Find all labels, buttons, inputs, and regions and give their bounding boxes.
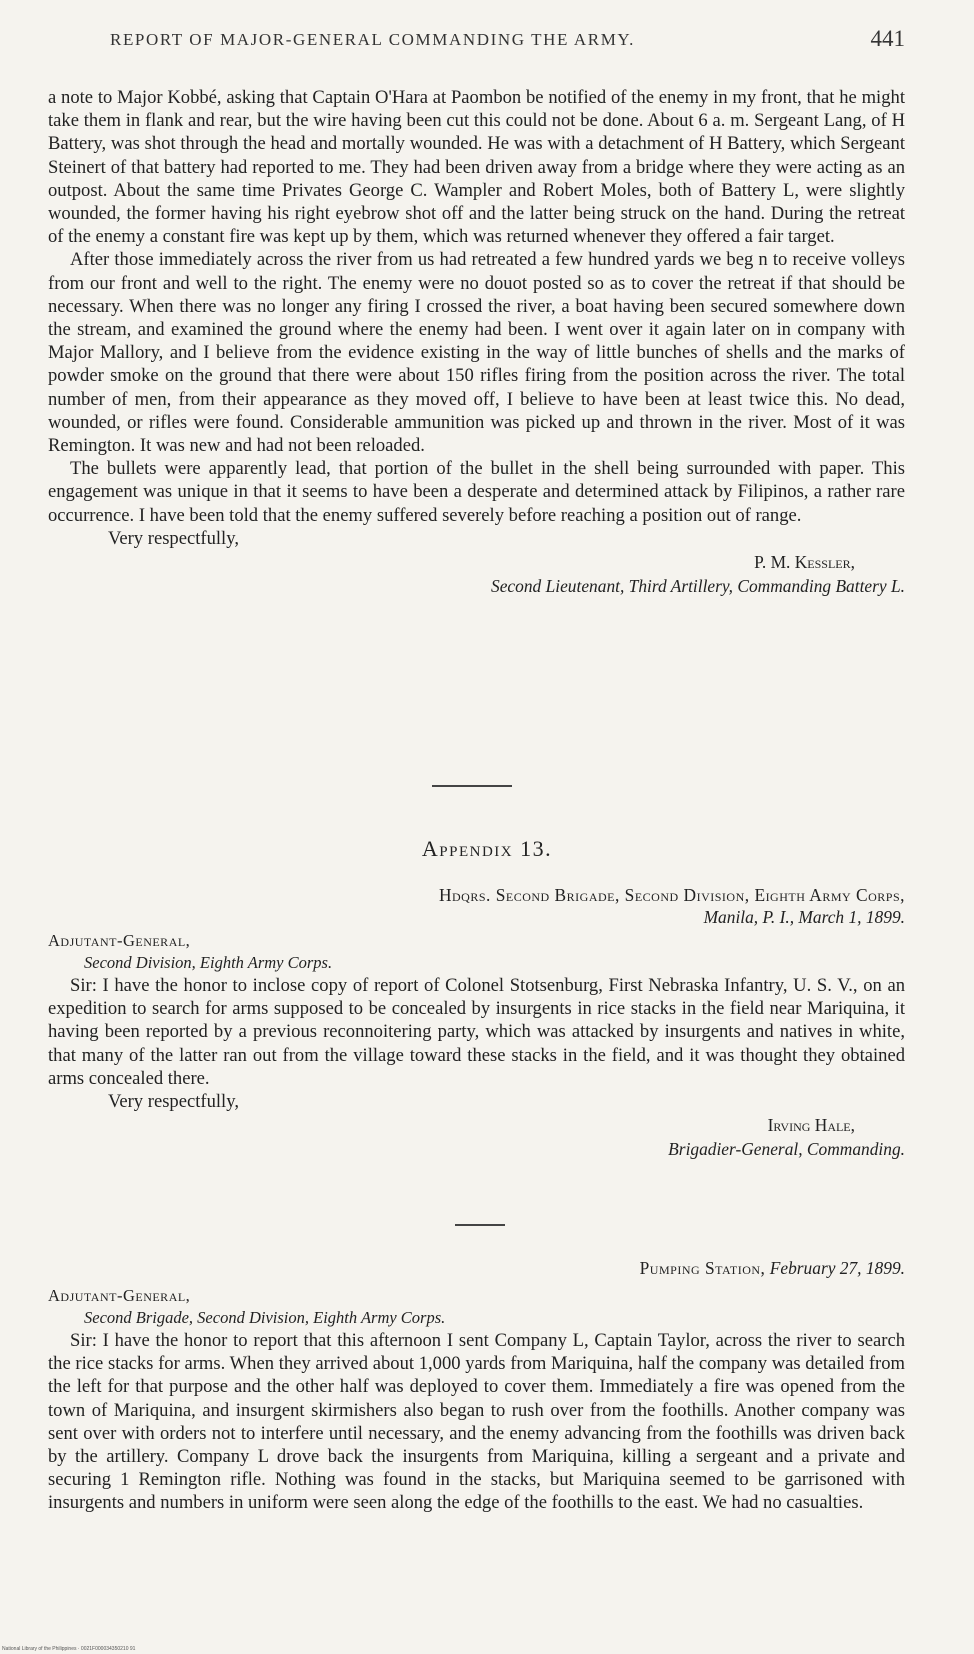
page-number: 441 [870, 26, 905, 51]
signature-block [48, 550, 905, 598]
headquarters-line: Hdqrs. Second Brigade, Second Division, Eighth Army Corps, [438, 885, 905, 905]
addressee-title: Adjutant-General, [48, 1286, 191, 1305]
addressee [48, 1285, 905, 1329]
letterhead [48, 884, 905, 928]
closing: Very respectfully, [108, 1091, 239, 1113]
addressee-unit: Second Division, Eighth Army Corps. [84, 953, 333, 972]
header-title: REPORT OF MAJOR-GENERAL COMMANDING THE ARMY. [110, 30, 635, 49]
running-header [110, 26, 905, 51]
addressee [48, 930, 905, 974]
paragraph: a note to Major Kobbé, asking that Captain O'Hara at Paombon be notified of the enemy in my front, that he might take them in flank and rear, but the wire having been cut this could not be done. About 6 a. m. Sergeant Lang, of H Battery, was shot through the head and mortally wounded. He was with a detachment of H Battery, which Sergeant Steinert of that battery had reported to me. They had been driven away from a bridge where they were acting as an outpost. About the same time Privates George C. Wampler and Robert Moles, both of Battery L, were slightly wounded, the former having his right eyebrow shot off and the latter being struck on the hand. During the retreat of the enemy a constant fire was kept up by them, which was returned whenever they offered a fair target. [48, 87, 905, 248]
library-footer: National Library of the Philippines · 0021F000034350210 91 [2, 1646, 136, 1652]
section-divider [432, 785, 512, 787]
signer-title: Brigadier-General, Commanding. [668, 1139, 905, 1160]
date: February 27, 1899. [769, 1258, 905, 1278]
signature-block [48, 1113, 905, 1161]
letter-stotsenburg [48, 1257, 905, 1515]
signer-title: Second Lieutenant, Third Artillery, Commanding Battery L. [491, 576, 905, 597]
signer-name: P. M. Kessler, [754, 552, 855, 573]
section-divider [455, 1224, 505, 1226]
place-date: Manila, P. I., March 1, 1899. [703, 907, 905, 927]
addressee-title: Adjutant-General, [48, 931, 191, 950]
paragraph: The bullets were apparently lead, that portion of the bullet in the shell being surrounded with paper. This engagement was unique in that it seems to have been a desperate and determined attack by Filipinos, a rather rare occurrence. I have been told that the enemy suffered severely before reaching a position out of range. [48, 458, 905, 526]
report-continuation [48, 86, 905, 598]
place: Pumping Station, [639, 1258, 766, 1278]
closing: Very respectfully, [108, 527, 239, 549]
appendix-heading: Appendix 13. [421, 836, 553, 861]
paragraph: Sir: I have the honor to inclose copy of report of Colonel Stotsenburg, First Nebraska Infantry, U. S. V., on an expedition to search for arms supposed to be concealed by insurgents in rice stacks in the field near Mariquina, it having been reported by a previous reconnoitering party, which was attacked by insurgents and natives in white, that many of the latter ran out from the village toward these stacks in the field, and it was thought they obtained arms concealed there. [48, 975, 905, 1089]
signer-name: Irving Hale, [767, 1115, 855, 1136]
letter-hale [48, 884, 905, 1161]
paragraph: After those immediately across the river from us had retreated a few hundred yards we beg n to receive volleys from our front and well to the right. The enemy were no douot posted so as to cover the retreat if that should be necessary. When there was no longer any firing I crossed the river, a boat having been secured somewhere down the stream, and examined the ground where the enemy had been. I went over it again later on in company with Major Mallory, and I believe from the evidence existing in the way of little bunches of shells and the marks of powder smoke on the ground that there were about 150 rifles firing from the position across the river. The total number of men, from their appearance as they moved off, I believe to have been at least twice this. No dead, wounded, or rifles were found. Considerable ammunition was picked up and thrown in the river. Most of it was Remington. It was new and had not been reloaded. [48, 249, 905, 457]
addressee-unit: Second Brigade, Second Division, Eighth Army Corps. [84, 1308, 446, 1327]
place-date-line [48, 1257, 905, 1279]
paragraph: Sir: I have the honor to report that this afternoon I sent Company L, Captain Taylor, across the river to search the rice stacks for arms. When they arrived about 1,000 yards from Mariquina, half the company was detailed from the left for that purpose and the other half was deployed to cover them. Immediately a fire was opened from the town of Mariquina, and insurgent skirmishers also began to rush over from the foothills. Another company was sent over with orders not to interfere until necessary, and the enemy advancing from the foothills was driven back by the artillery. Company L drove back the insurgents from Mariquina, killing a sergeant and a private and securing 1 Remington rifle. Nothing was found in the stacks, but Mariquina seemed to be garrisoned with insurgents and numbers in uniform were seen along the edge of the foothills to the east. We had no casualties. [48, 1330, 905, 1514]
